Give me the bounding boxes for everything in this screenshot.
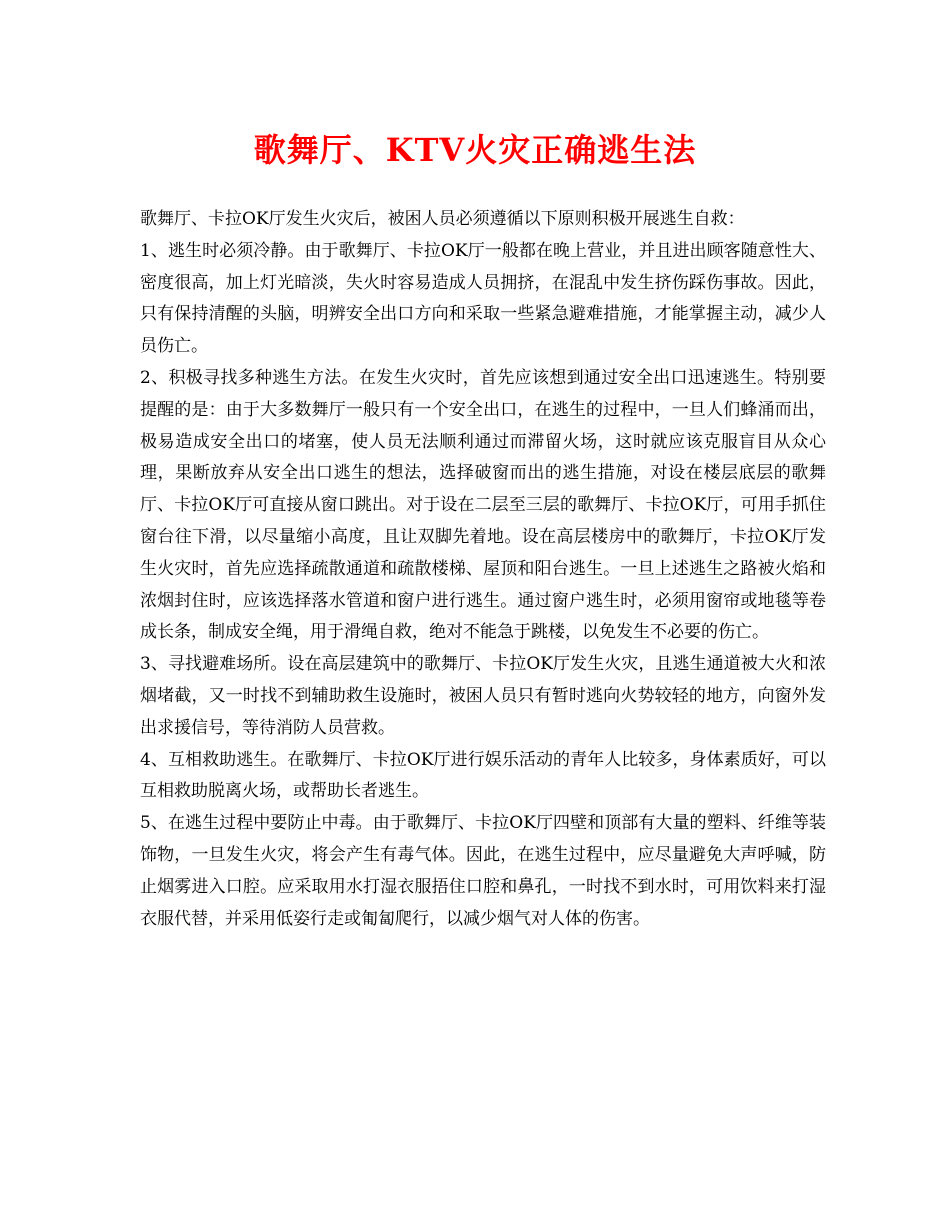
- paragraph-intro: 歌舞厅、卡拉OK厅发生火灾后，被困人员必须遵循以下原则积极开展逃生自救：: [140, 209, 745, 229]
- paragraph-1-stay-calm: 1、逃生时必须冷静。由于歌舞厅、卡拉OK厅一般都在晚上营业，并且进出顾客随意性大、密度很高，加上灯光暗淡，失火时容易造成人员拥挤，在混乱中发生挤伤踩伤事故。因此，只有保持清醒的头脑，明辨安全出口方向和采取一些紧急避难措施，才能掌握主动，减少人员伤亡。: [140, 240, 826, 357]
- paragraph-2-escape-methods: 2、积极寻找多种逃生方法。在发生火灾时，首先应该想到通过安全出口迅速逃生。特别要提醒的是：由于大多数舞厅一般只有一个安全出口，在逃生的过程中，一旦人们蜂涌而出，极易造成安全出口的堵塞，使人员无法顺利通过而滞留火场，这时就应该克服盲目从众心理，果断放弃从安全出口逃生的想法，选择破窗而出的逃生措施，对设在楼层底层的歌舞厅、卡拉OK厅可直接从窗口跳出。对于设在二层至三层的歌舞厅、卡拉OK厅，可用手抓住窗台往下滑，以尽量缩小高度，且让双脚先着地。设在高层楼房中的歌舞厅，卡拉OK厅发生火灾时，首先应选择疏散通道和疏散楼梯、屋顶和阳台逃生。一旦上述逃生之路被火焰和浓烟封住时，应该选择落水管道和窗户进行逃生。通过窗户逃生时，必须用窗帘或地毯等卷成长条，制成安全绳，用于滑绳自救，绝对不能急于跳楼，以免发生不必要的伤亡。: [140, 367, 826, 643]
- document-title: 歌舞厅、KTV火灾正确逃生法: [253, 131, 697, 169]
- paragraph-4-mutual-aid: 4、互相救助逃生。在歌舞厅、卡拉OK厅进行娱乐活动的青年人比较多，身体素质好，可以互相救助脱离火场，或帮助长者逃生。: [140, 749, 826, 802]
- document-body: [140, 204, 826, 935]
- paragraph-3-refuge: 3、寻找避难场所。设在高层建筑中的歌舞厅、卡拉OK厅发生火灾，且逃生通道被大火和浓烟堵截，又一时找不到辅助救生设施时，被困人员只有暂时逃向火势较轻的地方，向窗外发出求援信号，等待消防人员营救。: [140, 654, 826, 738]
- paragraph-5-prevent-poisoning: 5、在逃生过程中要防止中毒。由于歌舞厅、卡拉OK厅四壁和顶部有大量的塑料、纤维等装饰物，一旦发生火灾，将会产生有毒气体。因此，在逃生过程中，应尽量避免大声呼喊，防止烟雾进入口腔。应采取用水打湿衣服捂住口腔和鼻孔，一时找不到水时，可用饮料来打湿衣服代替，并采用低姿行走或匍匐爬行，以减少烟气对人体的伤害。: [140, 813, 826, 929]
